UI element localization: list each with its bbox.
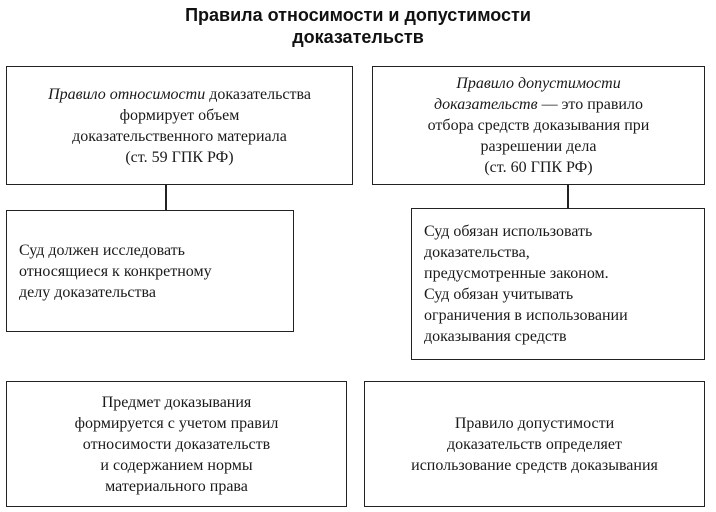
admissibility-rule-line-1: Правило допустимости bbox=[456, 75, 621, 92]
subject-of-proof-line-4: и содержанием нормы bbox=[100, 456, 253, 474]
relevance-rule-line-2: формирует объем bbox=[119, 106, 240, 124]
title-line-1: Правила относимости и допустимости bbox=[185, 5, 531, 25]
court-obliged-line-3: предусмотренные законом. bbox=[424, 265, 609, 282]
relevance-rule-term: Правило относимости bbox=[48, 85, 206, 103]
admissibility-determines-line-2: доказательств определяет bbox=[447, 435, 622, 453]
court-obliged-line-1: Суд обязан использовать bbox=[424, 223, 593, 240]
title-line-2: доказательств bbox=[292, 27, 424, 47]
admissibility-rule-line-5: (ст. 60 ГПК РФ) bbox=[484, 159, 593, 176]
admissibility-determines-box bbox=[364, 381, 705, 507]
diagram-title bbox=[0, 4, 716, 48]
admissibility-rule-line-3: отбора средств доказывания при bbox=[427, 117, 650, 134]
connector-left bbox=[165, 185, 167, 210]
relevance-rule-line-1-rest: доказательства bbox=[205, 85, 311, 103]
relevance-rule-line-4: (ст. 59 ГПК РФ) bbox=[125, 148, 234, 166]
subject-of-proof-line-2: формируется с учетом правил bbox=[74, 414, 279, 432]
admissibility-rule-term: доказательств bbox=[434, 96, 538, 113]
admissibility-rule-line-4: разрешении дела bbox=[480, 138, 597, 155]
admissibility-rule-box bbox=[372, 66, 705, 185]
admissibility-rule-line-2 bbox=[434, 94, 643, 115]
subject-of-proof-box bbox=[6, 381, 347, 507]
court-obliged-line-6: доказывания средств bbox=[424, 328, 567, 345]
court-must-examine-line-2: относящиеся к конкретному bbox=[19, 262, 212, 280]
relevance-rule-line-1 bbox=[48, 84, 311, 105]
court-obliged-line-5: ограничения в использовании bbox=[424, 307, 628, 324]
court-obliged-line-2: доказательства, bbox=[424, 244, 530, 261]
subject-of-proof-line-5: материального права bbox=[105, 477, 248, 495]
connector-right bbox=[567, 185, 569, 208]
court-must-examine-line-1: Суд должен исследовать bbox=[19, 241, 185, 259]
court-must-examine-box bbox=[6, 210, 294, 332]
relevance-rule-box bbox=[6, 66, 353, 185]
court-obliged-box bbox=[411, 208, 705, 360]
subject-of-proof-line-3: относимости доказательств bbox=[82, 435, 271, 453]
subject-of-proof-line-1: Предмет доказывания bbox=[101, 393, 252, 411]
admissibility-determines-line-1: Правило допустимости bbox=[454, 414, 615, 432]
court-obliged-line-4: Суд обязан учитывать bbox=[424, 286, 574, 303]
admissibility-determines-line-3: использование средств доказывания bbox=[411, 456, 658, 474]
court-must-examine-line-3: делу доказательства bbox=[19, 283, 156, 301]
admissibility-rule-line-2-rest: — это правило bbox=[537, 96, 643, 113]
relevance-rule-line-3: доказательственного материала bbox=[72, 127, 287, 145]
